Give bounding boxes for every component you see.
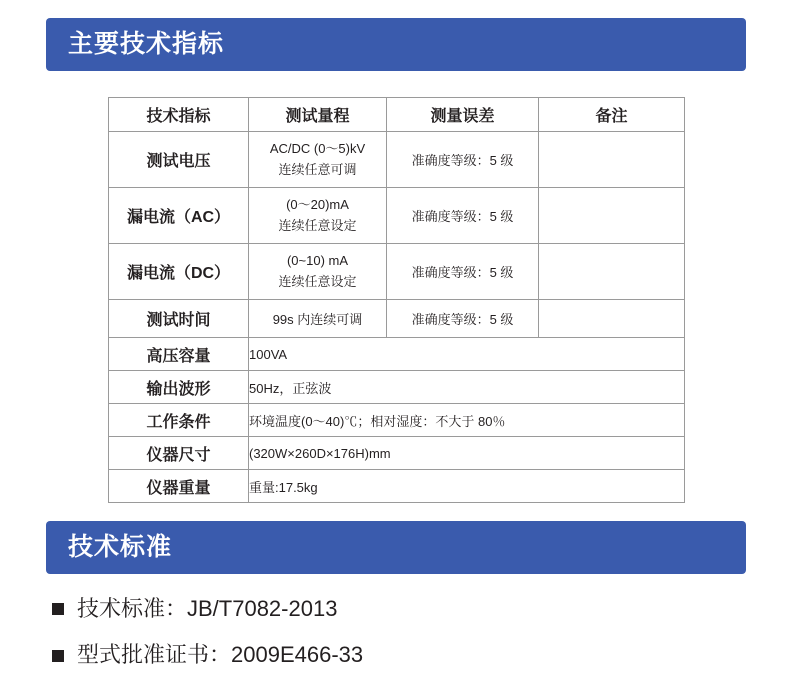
row-range: [249, 188, 387, 244]
section-header-standards: [46, 521, 746, 574]
row-label: 工作条件: [109, 404, 249, 437]
row-range-line1: (0~10) mA: [286, 253, 349, 269]
column-header-metric: 技术指标: [109, 98, 249, 132]
table-row: [109, 132, 685, 188]
row-label: 测试电压: [109, 132, 249, 188]
row-label: 高压容量: [109, 338, 249, 371]
row-label: 漏电流（DC）: [109, 244, 249, 300]
row-range-line2: 连续任意设定: [278, 217, 357, 233]
table-row: [109, 188, 685, 244]
row-note: [539, 244, 685, 300]
specifications-table-wrapper: [108, 97, 684, 503]
row-value: (320W×260D×176H)mm: [249, 437, 685, 470]
list-item: [52, 642, 752, 668]
row-error: 准确度等级：5 级: [387, 132, 539, 188]
table-row: [109, 244, 685, 300]
column-header-note: 备注: [539, 98, 685, 132]
row-error: 准确度等级：5 级: [387, 300, 539, 338]
row-value: 100VA: [249, 338, 685, 371]
table-row: [109, 470, 685, 503]
row-note: [539, 188, 685, 244]
page-title: 主要技术指标: [68, 30, 225, 58]
list-item-label: 型式批准证书：2009E466-33: [77, 642, 364, 668]
row-range: [249, 244, 387, 300]
row-range: [249, 132, 387, 188]
row-label: 漏电流（AC）: [109, 188, 249, 244]
row-range-line1: (0～20)mA: [286, 197, 349, 213]
row-range-line2: 连续任意设定: [278, 273, 357, 289]
row-value: 50Hz，正弦波: [249, 371, 685, 404]
row-value: 环境温度(0～40)℃；相对湿度：不大于 80％: [249, 404, 685, 437]
table-row: [109, 300, 685, 338]
row-note: [539, 300, 685, 338]
row-range-line2: 连续任意可调: [278, 161, 357, 177]
column-header-error: 测量误差: [387, 98, 539, 132]
row-error: 准确度等级：5 级: [387, 188, 539, 244]
specifications-table: [108, 97, 685, 503]
row-label: 仪器尺寸: [109, 437, 249, 470]
row-range-line1: AC/DC (0～5)kV: [269, 141, 366, 157]
standards-list: [52, 596, 752, 689]
row-error: 准确度等级：5 级: [387, 244, 539, 300]
table-header-row: [109, 98, 685, 132]
row-range: 99s 内连续可调: [249, 300, 387, 338]
column-header-range: 测试量程: [249, 98, 387, 132]
list-item-label: 技术标准：JB/T7082-2013: [77, 596, 338, 621]
row-label: 输出波形: [109, 371, 249, 404]
square-bullet-icon: [52, 650, 64, 662]
row-note: [539, 132, 685, 188]
section-header-specifications: [46, 18, 746, 71]
row-label: 仪器重量: [109, 470, 249, 503]
square-bullet-icon: [52, 603, 64, 615]
section-title-standards: 技术标准: [68, 533, 173, 561]
row-value: 重量:17.5kg: [249, 470, 685, 503]
row-label: 测试时间: [109, 300, 249, 338]
table-row: [109, 338, 685, 371]
table-row: [109, 371, 685, 404]
table-row: [109, 437, 685, 470]
table-row: [109, 404, 685, 437]
list-item: [52, 596, 752, 622]
